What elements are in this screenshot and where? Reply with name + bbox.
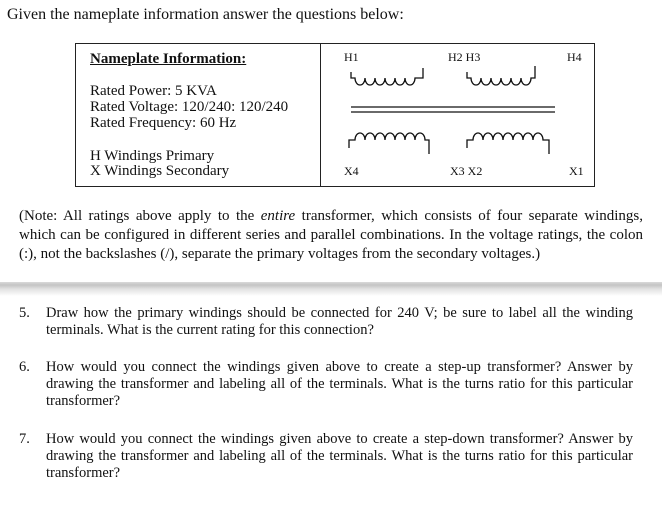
terminal-h2-h3: H2 H3 xyxy=(448,50,481,64)
question-7 xyxy=(19,431,633,482)
rated-power: Rated Power: 5 KVA xyxy=(90,83,217,99)
question-number: 6. xyxy=(19,359,30,375)
question-text: How would you connect the windings given above to create a step-down transformer? Answer by drawing the transformer and labeling all of the terminals. What is the turns ratio for this particular transformer? xyxy=(46,431,633,481)
intro-text: Given the nameplate information answer the questions below: xyxy=(7,6,404,23)
terminal-h1: H1 xyxy=(344,50,359,64)
terminal-x1: X1 xyxy=(569,164,584,178)
question-number: 5. xyxy=(19,305,30,321)
question-6 xyxy=(19,359,633,410)
terminal-x3-x2: X3 X2 xyxy=(450,164,483,178)
terminal-x4: X4 xyxy=(344,164,359,178)
primary-windings-label: H Windings Primary xyxy=(90,148,215,164)
nameplate-title: Nameplate Information: xyxy=(90,51,247,67)
primary-coil-2 xyxy=(467,66,535,85)
terminal-h4: H4 xyxy=(567,50,582,64)
primary-coil-1 xyxy=(351,68,423,85)
question-text: How would you connect the windings given above to create a step-up transformer? Answer by drawing the transformer and labeling all of the terminals. What is the turns ratio for this particular transformer? xyxy=(46,359,633,409)
note-paragraph xyxy=(19,207,643,264)
rated-frequency: Rated Frequency: 60 Hz xyxy=(90,115,237,131)
question-5 xyxy=(19,305,633,339)
secondary-coil-2 xyxy=(467,133,549,154)
secondary-coil-1 xyxy=(349,133,429,154)
note-text-2: transformer, which consists of four separate windings, which can be configured in different series and parallel combinations. In the voltage ratings, the colon (:), not the backslashes (/), separate the primary voltages from the secondary voltages.) xyxy=(19,208,643,262)
page-separator xyxy=(0,282,662,296)
transformer-diagram xyxy=(321,44,595,186)
nameplate-box xyxy=(75,43,595,187)
note-emphasis: entire xyxy=(260,208,296,224)
secondary-windings-label: X Windings Secondary xyxy=(90,163,230,179)
question-text: Draw how the primary windings should be connected for 240 V; be sure to label all the winding terminals. What is the current rating for this connection? xyxy=(46,305,633,338)
rated-voltage: Rated Voltage: 120/240: 120/240 xyxy=(90,99,289,115)
question-number: 7. xyxy=(19,431,30,447)
note-text-1: (Note: All ratings above apply to the xyxy=(19,208,261,224)
